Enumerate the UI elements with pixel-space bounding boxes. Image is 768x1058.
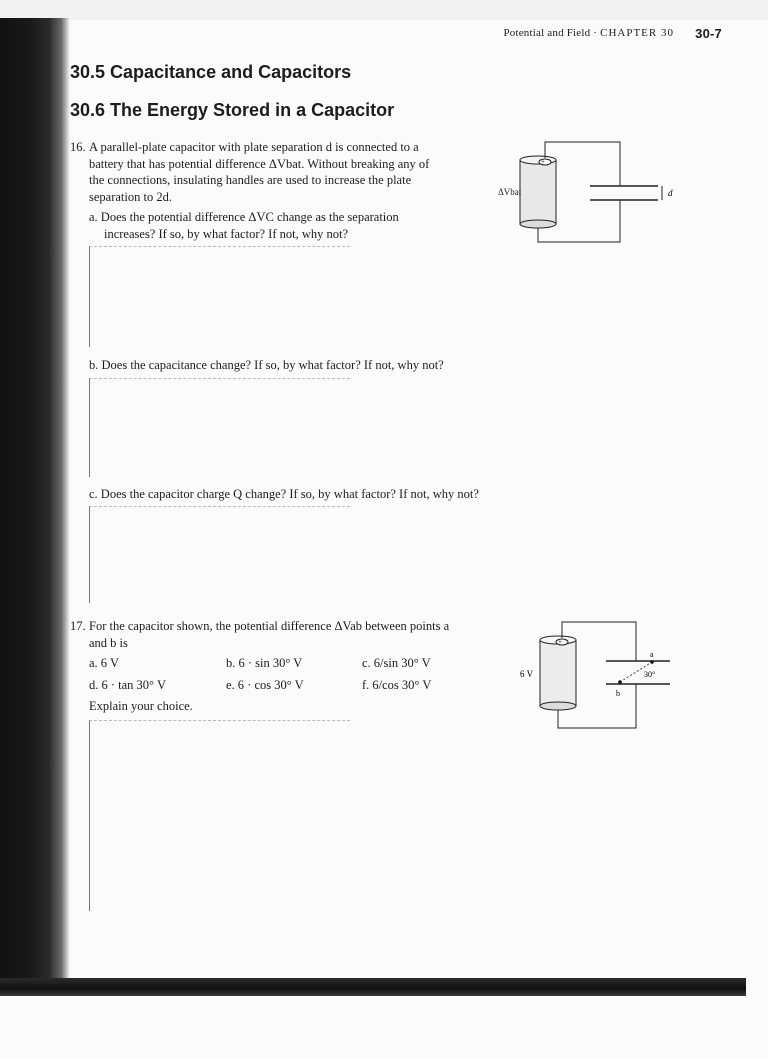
battery-label: ΔVbat: [498, 187, 522, 197]
running-title: Potential and Field: [503, 27, 591, 39]
q16-stem-line: separation to 2d.: [89, 189, 172, 204]
plus-sign: +: [541, 158, 545, 166]
scan-binding-shadow: [0, 18, 70, 996]
q16a-answer-area[interactable]: [89, 246, 350, 347]
point-b-label: b: [616, 689, 620, 698]
q17-choice-a[interactable]: a. 6 V: [89, 656, 119, 670]
q16-capacitor-figure: [490, 138, 690, 248]
q17-stem-line: For the capacitor shown, the potential difference ΔVab between points a: [89, 619, 450, 633]
q17-number: 17.: [70, 619, 86, 633]
q17-choice-b[interactable]: b. 6 · sin 30° V: [226, 656, 303, 670]
battery-body: [540, 640, 576, 706]
angle-label: 30°: [644, 670, 656, 679]
q16-stem-line: the connections, insulating handles are used to increase the plate: [89, 173, 412, 187]
q17-choice-f[interactable]: f. 6/cos 30° V: [362, 678, 432, 692]
q16-number: 16.: [70, 140, 86, 154]
point-b-dot: [618, 680, 622, 684]
q17-capacitor-figure: [510, 616, 690, 736]
scan-top-margin: [0, 0, 768, 20]
section-title-30-6: 30.6 The Energy Stored in a Capacitor: [70, 100, 395, 120]
q16-stem-line: A parallel-plate capacitor with plate separation d is connected to a: [89, 140, 419, 154]
battery-bottom: [540, 702, 576, 710]
point-a-label: a: [650, 650, 654, 659]
battery-bottom: [520, 220, 556, 228]
chapter-label: CHAPTER 30: [600, 27, 674, 39]
q17-answer-area[interactable]: [89, 720, 350, 911]
q16a-prompt: [89, 209, 479, 242]
plus-sign: +: [558, 638, 562, 646]
q17-stem-line: and b is: [89, 635, 128, 650]
q17-choice-c[interactable]: c. 6/sin 30° V: [362, 656, 431, 670]
q17-stem: [89, 618, 509, 651]
point-a-dot: [650, 660, 654, 664]
q16c-prompt: c. Does the capacitor charge Q change? If so, by what factor? If not, why not?: [89, 487, 479, 501]
page-number: 30-7: [695, 26, 722, 41]
header-separator: ·: [593, 27, 598, 39]
q17-choice-e[interactable]: e. 6 · cos 30° V: [226, 678, 304, 692]
q16b-answer-area[interactable]: [89, 378, 350, 477]
q16b-prompt: b. Does the capacitance change? If so, by what factor? If not, why not?: [89, 358, 444, 372]
q17-explain-prompt: Explain your choice.: [89, 699, 193, 713]
q16a-line: a. Does the potential difference ΔVC change as the separation: [89, 210, 399, 224]
gap-label: d: [668, 188, 673, 198]
running-header: [503, 26, 722, 41]
scan-bottom-shadow: [0, 978, 746, 996]
q16a-line: increases? If so, by what factor? If not, why not?: [104, 226, 349, 241]
q16c-answer-area[interactable]: [89, 506, 350, 603]
battery-body: [520, 160, 556, 224]
q17-choice-d[interactable]: d. 6 · tan 30° V: [89, 678, 166, 692]
battery-voltage-label: 6 V: [520, 669, 534, 679]
q16-stem-line: battery that has potential difference ΔVbat. Without breaking any of: [89, 156, 430, 171]
q16-stem: [89, 139, 479, 205]
section-title-30-5: 30.5 Capacitance and Capacitors: [70, 62, 352, 82]
